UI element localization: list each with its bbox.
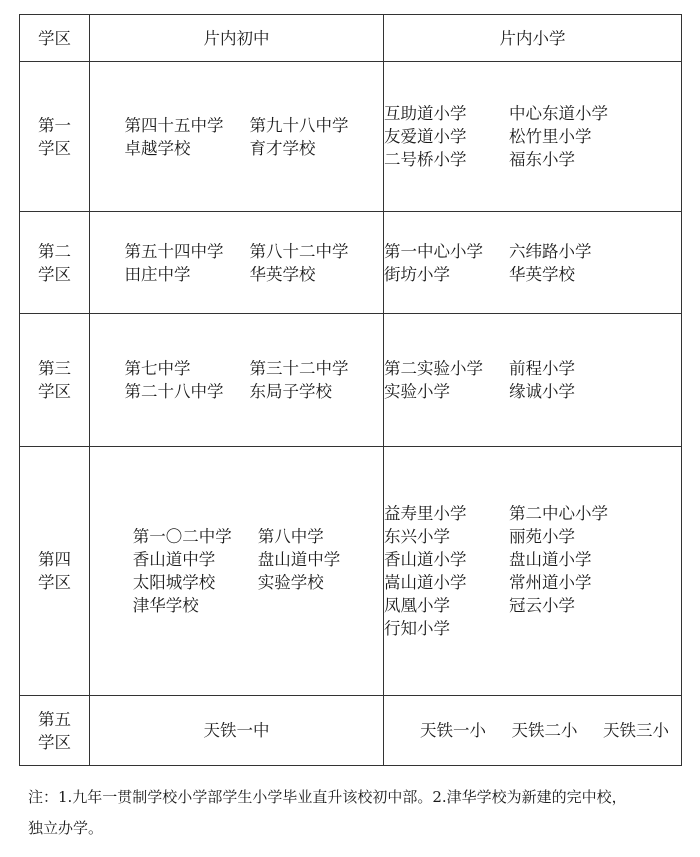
school-name: 第一中心小学 xyxy=(384,241,483,261)
school-name: 六纬路小学 xyxy=(509,241,592,261)
footnote-line: 独立办学。 xyxy=(28,819,104,837)
school-name: 互助道小学 xyxy=(384,104,467,123)
junior-schools-cell xyxy=(90,447,384,696)
school-name: 太阳城学校 xyxy=(132,573,216,592)
school-name: 天铁二小 xyxy=(511,721,578,740)
school-name: 育才学校 xyxy=(249,138,316,158)
header-primary-schools: 片内小学 xyxy=(384,15,682,62)
school-name: 第一〇二中学 xyxy=(132,527,232,546)
junior-schools-cell xyxy=(90,62,384,212)
school-name: 第四十五中学 xyxy=(124,115,224,135)
school-name: 缘诚小学 xyxy=(509,382,575,401)
school-name: 街坊小学 xyxy=(384,264,450,284)
zone-label: 第四 学区 xyxy=(20,447,90,696)
table-header-row xyxy=(20,15,682,62)
school-name: 凤凰小学 xyxy=(384,596,450,615)
school-name: 盘山道中学 xyxy=(257,550,341,569)
junior-schools-cell xyxy=(90,696,384,766)
school-name: 常州道小学 xyxy=(509,573,592,592)
school-name: 天铁三小 xyxy=(603,721,669,740)
junior-schools-cell xyxy=(90,212,384,314)
school-name: 第三十二中学 xyxy=(249,359,349,378)
zone-label: 第三 学区 xyxy=(20,314,90,447)
school-name: 香山道中学 xyxy=(132,550,216,569)
table-row xyxy=(20,447,682,696)
school-name: 实验学校 xyxy=(257,573,324,592)
school-name: 第二十八中学 xyxy=(124,382,224,401)
school-name: 第二中心小学 xyxy=(509,504,608,523)
primary-schools-cell xyxy=(384,447,682,696)
table-row xyxy=(20,62,682,212)
school-name: 行知小学 xyxy=(384,619,450,638)
school-name: 津华学校 xyxy=(132,596,199,615)
school-name: 第八中学 xyxy=(257,527,324,546)
zone-label: 第一 学区 xyxy=(20,62,90,212)
school-name: 第五十四中学 xyxy=(124,241,224,261)
footnote xyxy=(28,782,678,844)
header-junior-schools: 片内初中 xyxy=(90,15,384,62)
school-name: 福东小学 xyxy=(509,150,575,169)
school-name: 天铁一中 xyxy=(203,721,270,740)
table-row xyxy=(20,314,682,447)
school-name: 益寿里小学 xyxy=(384,504,467,523)
table-row xyxy=(20,212,682,314)
school-name: 田庄中学 xyxy=(124,264,191,284)
school-name: 第二实验小学 xyxy=(384,359,483,378)
school-name: 东兴小学 xyxy=(384,527,450,546)
footnote-line: 注：1.九年一贯制学校小学部学生小学毕业直升该校初中部。2.津华学校为新建的完中校， xyxy=(28,788,627,806)
table-row xyxy=(20,696,682,766)
school-name: 盘山道小学 xyxy=(509,550,592,569)
school-name: 友爱道小学 xyxy=(384,127,467,146)
school-name: 松竹里小学 xyxy=(509,127,592,146)
school-name: 嵩山道小学 xyxy=(384,573,467,592)
school-name: 前程小学 xyxy=(509,359,575,378)
school-name: 华英学校 xyxy=(249,264,316,284)
junior-schools-cell xyxy=(90,314,384,447)
school-name: 实验小学 xyxy=(384,382,450,401)
school-name: 华英学校 xyxy=(509,264,575,284)
primary-schools-cell xyxy=(384,696,682,766)
school-name: 第九十八中学 xyxy=(249,115,349,135)
zone-label: 第五 学区 xyxy=(20,696,90,766)
school-name: 东局子学校 xyxy=(249,382,332,401)
school-name: 中心东道小学 xyxy=(509,104,608,123)
school-name: 丽苑小学 xyxy=(509,527,575,546)
primary-schools-cell xyxy=(384,62,682,212)
school-name: 卓越学校 xyxy=(124,138,191,158)
primary-schools-cell xyxy=(384,212,682,314)
school-name: 冠云小学 xyxy=(509,596,575,615)
school-name: 香山道小学 xyxy=(384,550,467,569)
school-zone-table xyxy=(19,14,682,766)
school-name: 第八十二中学 xyxy=(249,241,349,261)
school-name: 第七中学 xyxy=(124,359,191,378)
school-name: 二号桥小学 xyxy=(384,150,467,169)
school-name: 天铁一小 xyxy=(420,721,486,740)
zone-label: 第二 学区 xyxy=(20,212,90,314)
header-zone: 学区 xyxy=(20,15,90,62)
primary-schools-cell xyxy=(384,314,682,447)
